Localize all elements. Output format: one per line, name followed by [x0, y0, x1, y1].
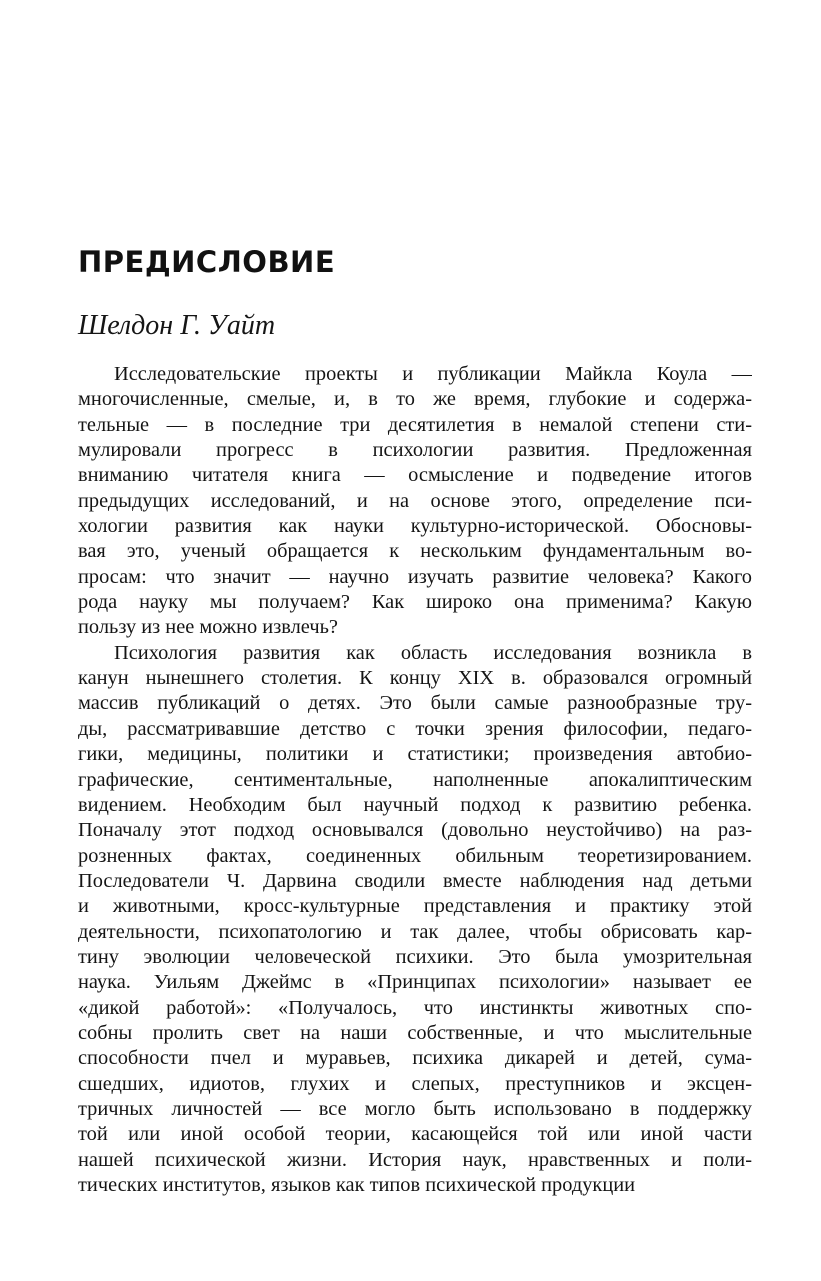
text-line: Психология развития как область исследования возникла в [114, 641, 752, 664]
text-line: Исследовательские проекты и публикации Майкла Коула — [114, 363, 752, 385]
text-line: мулировали прогресс в психологии развития. Предложенная [78, 439, 752, 462]
text-line: графические, сентиментальные, наполненные апокалиптическим [78, 768, 752, 791]
text-line: ды, рассматривавшие детство с точки зрения философии, педаго- [78, 717, 752, 740]
text-line: рода науку мы получаем? Как широко она применима? Какую [78, 591, 752, 614]
text-line: вниманию читателя книга — осмысление и подведение итогов [78, 464, 752, 487]
text-line: многочисленные, смелые, и, в то же время, глубокие и содержа- [78, 388, 752, 411]
text-line: тричных личностей — все могло быть использовано в поддержку [78, 1097, 752, 1120]
text-line: способности пчел и муравьев, психика дикарей и детей, сума- [78, 1047, 752, 1070]
text-line: просам: что значит — научно изучать развитие человека? Какого [78, 565, 752, 588]
text-line: пользу из нее можно извлечь? [78, 616, 338, 639]
text-line: массив публикаций о детях. Это были самые разнообразные тру- [78, 692, 752, 715]
text-line: тических институтов, языков как типов психической продукции [78, 1174, 636, 1196]
text-line: канун нынешнего столетия. К концу XIX в. образовался огромный [78, 667, 752, 690]
text-line: и животными, кросс-культурные представления и практику этой [78, 895, 752, 918]
text-line: собны пролить свет на наши собственные, и что мыслительные [78, 1021, 752, 1044]
text-line: вая это, ученый обращается к нескольким фундаментальным во- [78, 540, 752, 563]
text-line: «дикой работой»: «Получалось, что инстинкты животных спо- [78, 996, 752, 1019]
text-line: Поначалу этот подход основывался (довольно неустойчиво) на раз- [78, 819, 752, 842]
body-text [78, 362, 752, 1198]
text-line: видением. Необходим был научный подход к развитию ребенка. [78, 793, 752, 816]
text-line: сшедших, идиотов, глухих и слепых, преступников и эксцен- [78, 1072, 752, 1095]
chapter-title: ПРЕДИСЛОВИЕ [78, 245, 336, 279]
text-line: наука. Уильям Джеймс в «Принципах психологии» называет ее [78, 971, 752, 994]
text-line: тельные — в последние три десятилетия в немалой степени сти- [78, 413, 752, 436]
author-name: Шелдон Г. Уайт [78, 310, 276, 341]
text-line: розненных фактах, соединенных обильным теоретизированием. [78, 844, 752, 867]
text-line: хологии развития как науки культурно-исторической. Обосновы- [78, 515, 752, 538]
text-line: предыдущих исследований, и на основе этого, определение пси- [78, 489, 752, 512]
text-line: той или иной особой теории, касающейся той или иной части [78, 1123, 752, 1146]
paragraph [78, 641, 752, 1199]
text-line: деятельности, психопатологию и так далее, чтобы обрисовать кар- [78, 920, 752, 943]
text-line: гики, медицины, политики и статистики; произведения автобио- [78, 743, 752, 766]
text-line: Последователи Ч. Дарвина сводили вместе наблюдения над детьми [78, 869, 752, 892]
text-line: нашей психической жизни. История наук, нравственных и поли- [78, 1148, 752, 1171]
paragraph [78, 362, 752, 641]
text-line: тину эволюции человеческой психики. Это была умозрительная [78, 945, 752, 968]
